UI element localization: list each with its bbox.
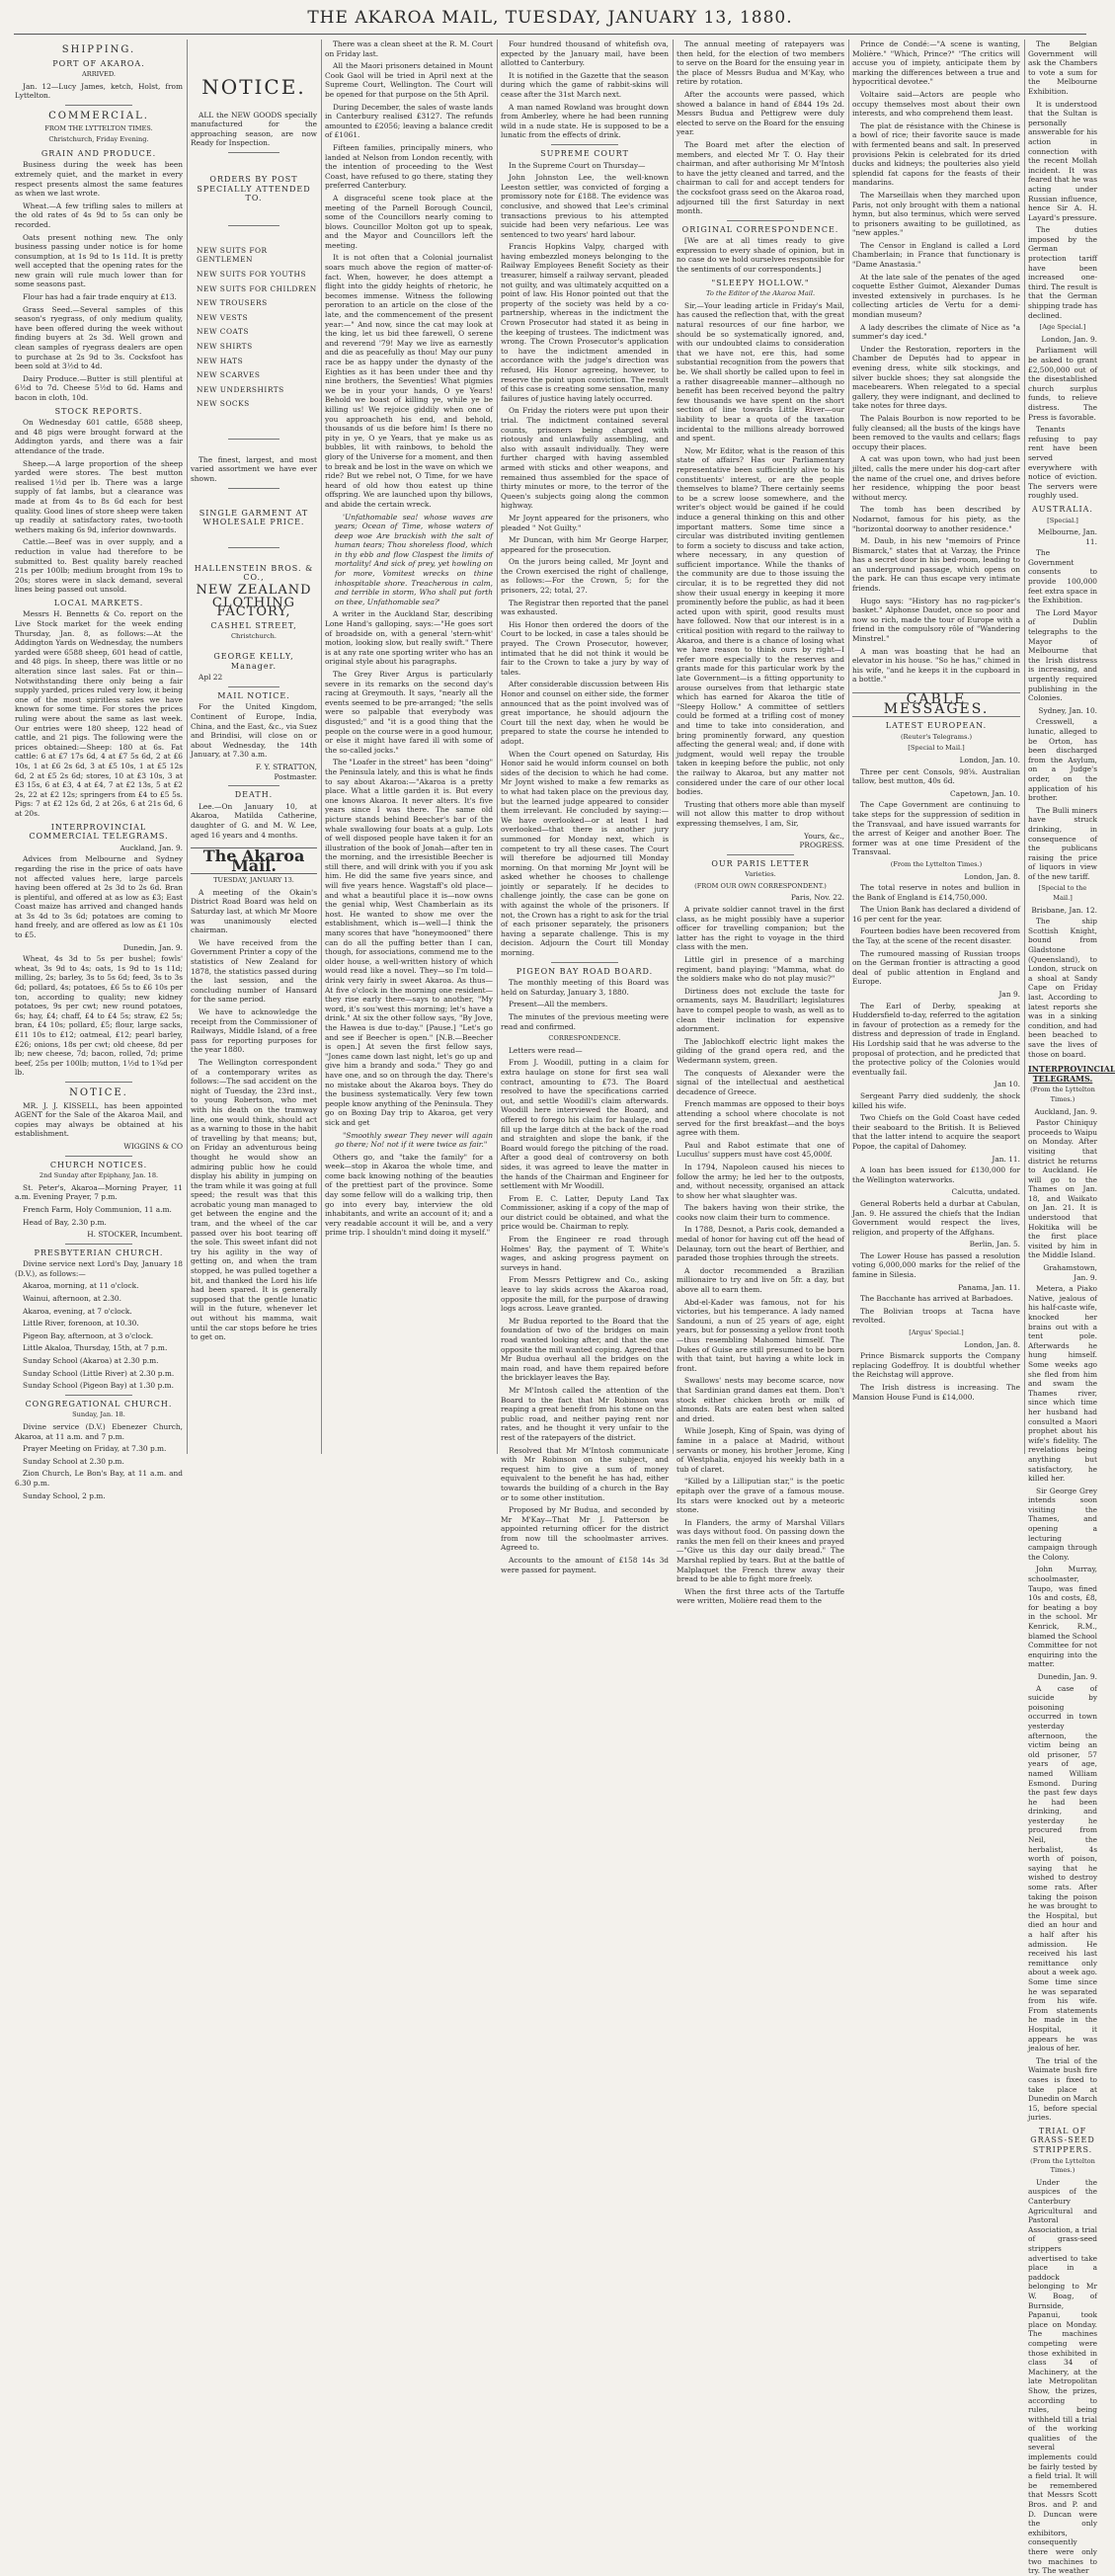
paragraph: Jan. 12—Lucy James, ketch, Holst, from Lyttelton.: [15, 81, 183, 101]
paragraph: The Cape Government are continuing to take steps for the suppression of sedition in the Transvaal, and have issued warrants for the arrest of Keiger and another Boer. The former was at one time President of the Transvaal.: [852, 800, 1020, 857]
paragraph: A lady describes the climate of Nice as "a summer's day iced.": [852, 322, 1020, 342]
paragraph: A man was boasting that he had an elevator in his house. "So he has," chimed in his wife, "and he keeps it in the cupboard in a bottle.": [852, 646, 1020, 684]
paragraph: All the Maori prisoners detained in Mount Cook Gaol will be tried in April next at the Supreme Court, Wellington. The Court will be opened for that purpose on the 5th April.: [325, 61, 493, 99]
paragraph: For the United Kingdom, Continent of Europe, India, China, and the East, &c., via Suez and Brindisi, will close on or about Wednesday, the 14th January, at 7.30 a.m.: [191, 702, 317, 760]
paragraph: Sunday School (Little River) at 2.30 p.m.: [23, 1368, 175, 1378]
list-item: NEW SHIRTS: [197, 341, 253, 351]
paragraph: A writer in the Auckland Star, describing Lone Hand's galloping, says:—"He goes sort of broadside on, with a general 'stern-whit' motion, looking slow, but really swift." There is at any rate one sporting writer who has an original style about his paragraphs.: [325, 609, 493, 667]
paragraph: Three per cent Consols, 98⅝. Australian tallow, best mutton, 40s 6d.: [852, 766, 1020, 786]
section-heading: SHIPPING.: [61, 44, 136, 55]
signature: F. Y. STRATTON,: [255, 762, 317, 771]
column-3: [322, 40, 496, 1454]
subheading: PIGEON BAY ROAD BOARD.: [516, 966, 654, 976]
paragraph: Pigeon Bay, afternoon, at 3 o'clock.: [23, 1330, 154, 1340]
goods-list: [191, 246, 317, 409]
paragraph: Sir George Grey intends soon visiting the Thames, and opening a lecturing campaign through the Colony.: [1028, 1486, 1097, 1562]
paragraph: Under the auspices of the Canterbury Agricultural and Pastoral Association, a trial of grass-seed strippers advertised to take place in a paddock belonging to Mr W. Boag, of Burnside, Papanui, took place on Monday. The machines competing were those exhibited in class 34 of Machinery, at the late Metropolitan Show, the prizes, according to rules, being withheld till a trial of the working qualities of the several implements could be fairly tested by a field trial. It will be remembered that Messrs Scott Bros. and P. and D. Duncan were the only exhibitors, consequently there were only two machines to try. The weather: [1028, 2177, 1097, 2576]
paragraph: Prince de Condé:—"A scene is wanting, Molière." "Which, Prince?" "The critics will accuse you of impiety, anticipate them by marking the differences between a true and hypocritical devotee.": [852, 40, 1020, 87]
paragraph: The Grey River Argus is particularly severe in its remarks on the second day's racing at Greymouth. It says, "nearly all the events seemed to be pre-arranged; "the sells were so palpable that everybody was disgusted;" and "it is a good thing that the people on the course were in a good humour, or else it might have fared ill with some of the so-called jocks.": [325, 670, 493, 755]
paragraph: The Bolivian troops at Tacna have revolted.: [852, 1306, 1020, 1326]
paragraph: Dairy Produce.—Butter is still plentiful at 6½d to 7d. Cheese 5½d to 6d. Hams and bacon in cloth, 10d.: [15, 373, 183, 402]
paragraph: Under the Restoration, reporters in the Chamber de Deputés had to appear in evening dress, white silk stockings, and silver buckle shoes; they sat alongside the macebearers. When relegated to a special gallery, they were indignant, and declined to take notes for three days.: [852, 344, 1020, 411]
section-heading: INTERPROVINCIAL TELEGRAMS.: [1028, 1064, 1115, 1084]
divider: [228, 785, 279, 786]
paragraph: It is understood that the Sultan is personally answerable for his action in connection with the recent Mollah incident. It was feared that he was acting under Russian influence, hence Sir A. H. Layard's pressure.: [1028, 99, 1097, 222]
subheading: FROM THE LYTTELTON TIMES.: [44, 123, 153, 132]
divider: [228, 225, 279, 226]
paragraph: Resolved that Mr M'Intosh communicate with Mr Robinson on the subject, and request him to give a sum of money equivalent to the benefit he has had, either towards the building of a church in the Bay or to some other institution.: [501, 1445, 669, 1502]
subheading: To the Editor of the Akaroa Mail.: [705, 289, 816, 298]
dateline: Dunedin, Jan. 9.: [122, 942, 183, 952]
subheading: CORRESPONDENCE.: [548, 1034, 621, 1043]
paper-title: The Akaroa Mail.: [191, 847, 317, 874]
paragraph: The tomb has been described by Nodarnot, famous for his piety, as the "horizontal doorway to another residence.": [852, 505, 1020, 533]
paragraph: The minutes of the previous meeting were read and confirmed.: [501, 1012, 669, 1031]
paragraph: Little River, forenoon, at 10.30.: [23, 1319, 139, 1328]
subheading: PORT OF AKAROA.: [52, 58, 145, 68]
paragraph: A meeting of the Okain's District Road Board was held on Saturday last, at which Mr Moore was unanimously elected chairman.: [191, 887, 317, 935]
paragraph: The Earl of Derby, speaking at Huddersfield to-day, referred to the agitation in favour of protection as a remedy for the distress and depression of trade in England. His Lordship said that he was adverse to the proposal of protection, and he predicted that the protective policy of the Colonies would eventually fail.: [852, 1001, 1020, 1077]
paragraph: Cresswell, a lunatic, alleged to be Orton, has been discharged from the Asylum, on a Judge's order, on the application of his brother.: [1028, 717, 1097, 803]
paragraph: A disgraceful scene took place at the meeting of the Parnell Borough Council, some of the Councillors nearly coming to blows. Councillor Molton got up to speak, and the Mayor and Councillors left the meeting.: [325, 193, 493, 250]
paragraph: Wheat.—A few trifling sales to millers at the old rates of 4s 9d to 5s can only be recorded.: [15, 201, 183, 229]
divider: [727, 854, 794, 855]
paragraph: Little girl in presence of a marching regiment, band playing: "Mamma, what do the soldiers make who do not play music?": [677, 955, 844, 984]
dateline: Melbourne, Jan. 11.: [1037, 527, 1097, 546]
paragraph: The Irish distress is increasing. The Mansion House Fund is £14,000.: [852, 1383, 1020, 1402]
paragraph: Lee.—On January 10, at Akaroa, Matilda Catherine, daughter of G. and M. W. Lee, aged 16 years and 4 months.: [191, 801, 317, 840]
dateline: Auckland, Jan. 9.: [1034, 1106, 1097, 1116]
divider: [228, 439, 279, 440]
masthead: THE AKAROA MAIL, TUESDAY, JANUARY 13, 1880.: [307, 8, 793, 28]
column-2: [188, 40, 320, 1454]
divider: [228, 152, 279, 153]
paragraph: Four hundred thousand of whitefish ova, expected by the January mail, have been allotted to Canterbury.: [501, 40, 669, 68]
firm-title: NEW ZEALAND: [196, 583, 312, 599]
verse: "Smoothly swear They never will again go there; No! not if it were twice as fair.": [335, 1130, 493, 1150]
paragraph: The ship Scottish Knight, bound from Gladstone (Queensland), to London, struck on a shoal at Sandy Cape on Friday last. According to latest reports she was in a sinking condition, and had been beached to save the lives of those on board.: [1028, 917, 1097, 1059]
dateline: Paris, Nov. 22.: [790, 893, 844, 903]
paragraph: Flour has had a fair trade enquiry at £13.: [23, 292, 177, 302]
paragraph: Abd-el-Kader was famous, not for his victories, but his temperance. A lady named Sandouni, a nun of 25 years of age, eight years, but for possessing a yellow front tooth—thus resembling Mahomed himself. The Dukes of Guise are still presumed to be born with that taint, but having a white lock in front.: [677, 1297, 844, 1373]
paragraph: The Wellington correspondent of a contemporary writes as follows:—The sad accident on the night of Tuesday, the 23rd inst., to young Robertson, who met with his death on the tramway line, one would think, should act as a warning to those in the habit of travelling by that means; but, on Friday an adventurous being thought he would show an admiring public how he could display his ability in jumping on the tram while it was going at full speed; the result was that this acrobatic young man managed to get between the engine and the tram, and the wheel of the car passed over his boot tearing off the sole. This sweet infant did not try his agility in the way of getting on, and when the tram stopped, he was pulled together a bit, and thanked the Lord his life had been spared. It is generally supposed that the gentle lunatic will in the future, whenever let out without his mamma, wait until the car stops before he tries to get on.: [191, 1057, 317, 1342]
paragraph: A doctor recommended a Brazilian millionaire to try and live on 5fr. a day, but above all to earn them.: [677, 1265, 844, 1295]
paragraph: Sunday School at 2.30 p.m.: [23, 1456, 124, 1466]
subheading: SUPREME COURT: [540, 148, 629, 158]
paragraph: Sir,—Your leading article in Friday's Mail, has caused the reflection that, with the great natural resources of our fine harbor, we should be so systematically ignored, and, with our undoubted claims to consideration that we have not, ere this, had some substantial recognition from the powers that be. We shall shortly be called upon to feel in a rather disagreeable manner—although no benefit has been received beyond the paltry few thousands we have spent on the short section of line towards Little River—our liability to bear a quota of the taxation incidental to the millions already borrowed and spent.: [677, 300, 844, 443]
subheading: [Age Special.]: [1039, 323, 1086, 332]
paragraph: Swallows' nests may become scarce, now that Sardinian grand dames eat them. Don't stock either chicken broth or milk of almonds. Rats are eaten best when salted and dried.: [677, 1376, 844, 1423]
dateline: Auckland, Jan. 9.: [119, 843, 183, 852]
list-item: NEW TROUSERS: [197, 298, 268, 308]
paragraph: Francis Hopkins Valpy, charged with having embezzled moneys belonging to the Railway Employees Benefit Society as their treasurer, himself a railway servant, pleaded not guilty, and was ultimately acquitted on a point of law. His Honor pointed out that the property of the society was held by a co-partnership, whereas in the indictment the Crown Prosecutor had stated it as being in the keeping of trustees. The indictment was wrong. The Crown Prosecutor's application to have the indictment amended in accordance with the judge's direction was refused, His Honor agreeing, however, to reserve the point upon conviction. The result of this case is creating some sensation, many failures of justice having lately occurred.: [501, 242, 669, 403]
verse: 'Unfathomable sea! whose waves are years; Ocean of Time, whose waters of deep woe Are brackish with the salt of human tears; Thou shoreless flood, which in thy ebb and flow Claspest the limits of mortality! And sick of prey, yet howling on for more, Vomitest wrecks on thine inhospitable shore. Treacherous in calm, and terrible in storm, Who shall put forth on thee, Unfathomable sea?': [335, 512, 493, 606]
subheading: GRAIN AND PRODUCE.: [40, 148, 157, 158]
paragraph: A private soldier cannot travel in the first class, as he might possibly have a superior officer for travelling companion; but the latter has the right to voyage in the third class with the men.: [677, 905, 844, 952]
paragraph: It is notified in the Gazette that the season during which the game of rabbit-skins will cease after the 31st March next.: [501, 70, 669, 99]
paragraph: At the late sale of the penates of the aged coquette Esther Guimot, Alexander Dumas invested extensively in purchases. Is he collecting articles de Vertu for a demi-mondian museum?: [852, 272, 1020, 320]
paragraph: Voltaire said—Actors are people who occupy themselves most about their own interests, and who comprehend them least.: [852, 89, 1020, 119]
paragraph: Parliament will be asked to grant £2,500,000 out of the disestablished church surplus funds, to relieve distress. The Press is favorable.: [1028, 346, 1097, 422]
date-code: Apl 22: [199, 673, 223, 683]
paragraph: When the Court opened on Saturday, His Honor said he would inform counsel on both sides of the decision to which he had come. Mr Joynt wished to make a few remarks as to what had taken place on the previous day, but the learned judge appeared to consider them irrelevant. He concluded by saying:—We have overlooked—or at least I had overlooked—that there is another jury summoned for Monday next, which is competent to try all these cases. The Court will therefore be adjourned till Monday morning. On that morning Mr Joynt will be asked whether he chooses to challenge jointly or separately. If he decides to challenge jointly, the case can be gone on with against the whole of the prisoners. If not, the Crown has a right to ask for the trial of each prisoner separately, the prisoners having a separate challenge. This is my decision. Adjourn the Court till Monday morning.: [501, 749, 669, 958]
paragraph: The Belgian Government will ask the Chambers to vote a sum for the Melbourne Exhibition.: [1028, 40, 1097, 96]
divider: [65, 1395, 132, 1396]
paragraph: Prince Bismarck supports the Company replacing Godeffroy. It is doubtful whether the Reichstag will approve.: [852, 1351, 1020, 1380]
subheading: DEATH.: [234, 790, 274, 800]
paragraph: [We are at all times ready to give expression to every shade of opinion, but in no case do we hold ourselves responsible for the sentiments of our correspondents.]: [677, 236, 844, 275]
signature: GEORGE KELLY, Manager.: [213, 652, 294, 671]
paragraph: The total reserve in notes and bullion in the Bank of England is £14,750,000.: [852, 883, 1020, 902]
paragraph: Now, Mr Editor, what is the reason of this state of affairs? Has our Parliamentary representative been sufficiently alive to his constituents' interest, or are the people themselves to blame? There certainly seems to be a screw loose somewhere, and the writer's object would be gained if he could induce a general thinking on this and other important matters. Some time since a circular was distributed inviting gentlemen to form a society to discuss and take action, where necessary, in any question of sufficient importance. While the thanks of the community are due to those issuing the circular, it is to be regretted they did not show their usual energy in keeping it more prominently before the public, as had it been acted upon with spirit, good results must have followed. Now that our interest is in a critical position with regard to the railway to Akaroa, and there is a chance of losing what we have reason to think ours by right—I refer more especially to the reserves and grants made for this particular work by the late Government—is a fitting opportunity to arouse ourselves from that lethargic state which has earned for Akaroa the title of "Sleepy Hollow." A committee of settlers could be formed at a trifling cost of money and time to take into consideration, and bring prominently forward, any question affecting the general weal; and, if done with judgment, would well repay the trouble taken in keeping before the public, not only the railway to Akaroa, but any matter not considered under the care of our other local bodies.: [677, 445, 844, 797]
paragraph: In the Supreme Court on Thursday—: [509, 160, 646, 170]
dateline: Dunedin, Jan. 9.: [1037, 1671, 1097, 1681]
divider: [551, 144, 618, 145]
paragraph: Wheat, 4s 3d to 5s per bushel; fowls' wheat, 3s 9d to 4s; oats, 1s 9d to 1s 11d; milling, 2s; barley, 3s to 5s 6d; feed, 3s to 3s 6d; pollard, 4s; potatoes, £6 5s to £6 10s per ton, according to quality; new kidney potatoes, 9s per cwt; new round potatoes, 6s; hay, £4; chaff, £4 to £4 5s; straw, £2 5s; bran, £4 10s; pollard, £5; flour, large sacks, £11 10s to £12; oatmeal, £12; pearl barley, £26; onions, 18s per cwt; old cheese, 8d per lb; new cheese, 7d; bacon, rolled, 7d; prime beef, 25s per 100lb; mutton, 1½d to 1¾d per lb.: [15, 954, 183, 1078]
paragraph: Oats present nothing new. The only business passing under notice is for home consumption, at 1s 9d to 1s 11d. It is pretty well accepted that the opening rates for the new grain will rule much lower than for some seasons past.: [15, 232, 183, 289]
subheading: CONGREGATIONAL CHURCH.: [25, 1399, 173, 1409]
divider: [65, 1244, 132, 1245]
section-heading: NOTICE.: [69, 1087, 128, 1098]
section-heading: AUSTRALIA.: [1032, 504, 1093, 514]
paragraph: The Jablochkoff electric light makes the gilding of the grand opera red, and the Wedermann system, green.: [677, 1036, 844, 1065]
paragraph: Others go, and "take the family" for a week—stop in Akaroa the whole time, and come back knowing nothing of the beauties of the prettiest part of the province. Some day some fellow will do a walking trip, then go into every bay, interview the old inhabitants, and write an account of it; and a very readable account it will be, and a very prime trip. I shouldn't mind doing it myself.": [325, 1152, 493, 1238]
paragraph: In 1788, Desnot, a Paris cook, demanded a medal of honor for having cut off the head of Delaunay, torn out the heart of Berthier, and paraded those trophies through the streets.: [677, 1225, 844, 1263]
paragraph: The Bacchante has arrived at Barbadoes.: [860, 1294, 1013, 1304]
paragraph: In 1794, Napoleon caused his nieces to follow the army; he led her to the outposts, and, without necessity, organised an attack to show her what slaughter was.: [677, 1162, 844, 1200]
subheading: (From the Lyttelton Times.): [1030, 1086, 1095, 1103]
paragraph: While Joseph, King of Spain, was dying of famine in a palace at Madrid, without servants or money, his brother Jerome, King of Westphalia, enjoyed his weekly bath in a tub of claret.: [677, 1426, 844, 1474]
paragraph: The Union Bank has declared a dividend of 16 per cent for the year.: [852, 905, 1020, 924]
paragraph: During December, the sales of waste lands in Canterbury realised £3127. The refunds amounted to £2056; leaving a balance credit of £1061.: [325, 102, 493, 140]
paragraph: ALL the NEW GOODS specially manufactured for the approaching season, are now Ready for Inspection.: [191, 110, 317, 148]
subheading: SINGLE GARMENT AT WHOLESALE PRICE.: [199, 508, 309, 527]
divider: [228, 488, 279, 489]
list-item: NEW SOCKS: [197, 399, 250, 409]
list-item: NEW SUITS FOR GENTLEMEN: [197, 245, 268, 265]
divider: [65, 1082, 132, 1083]
paragraph: The monthly meeting of this Board was held on Saturday, January 3, 1880.: [501, 978, 669, 997]
paragraph: Hugo says: "History has no rag-picker's basket." Alphonse Daudet, once so poor and now so rich, made the tour of Europe with a friend in the compulsory rôle of "Wandering Minstrel.": [852, 596, 1020, 644]
subheading: CHURCH NOTICES.: [49, 1160, 148, 1169]
paragraph: St. Peter's, Akaroa—Morning Prayer, 11 a.m. Evening Prayer, 7 p.m.: [15, 1182, 183, 1202]
subheading: STOCK REPORTS.: [54, 406, 143, 416]
paragraph: The finest, largest, and most varied assortment we have ever shown.: [191, 454, 317, 484]
paragraph: The annual meeting of ratepayers was then held, for the election of two members to serve on the Board for the ensuing year in the place of Messrs Budua and M'Kay, who retire by rotation.: [677, 40, 844, 87]
paragraph: A case of suicide by poisoning occurred in town yesterday afternoon, the victim being an old prisoner, 57 years of age, named William Esmond. During the past few days he had been drinking, and yesterday he procured from Neil, the herbalist, 4s worth of poison, saying that he wished to destroy some rats. After taking the poison he was brought to the Hospital, but died an hour and a half after his admission. He received his last remittance only about a week ago. Some time since he was separated from his wife. From statements he made in the Hospital, it appears he was jealous of her.: [1028, 1683, 1097, 2053]
list-item: NEW SUITS FOR YOUTHS: [197, 269, 307, 279]
paragraph: The Marseillais when they marched upon Paris, not only brought with them a national hymn, but also terminus, which were served to prisoners awaiting to be guillotined, as "new apples.": [852, 190, 1020, 238]
dateline: Capetown, Jan. 10.: [950, 788, 1020, 798]
list-item: NEW VESTS: [197, 312, 249, 322]
dateline: Jan 10.: [994, 1080, 1020, 1089]
paragraph: French mammas are opposed to their boys attending a school where chocolate is not served for the first breakfast—and the boys agree with them.: [677, 1099, 844, 1138]
subheading: (From the Lyttelton Times.): [890, 859, 983, 868]
subheading: [Special.]: [1047, 516, 1078, 524]
paragraph: The duties imposed by the German protection tariff have been increased one-third. The result is that the German shipping trade has declined.: [1028, 225, 1097, 320]
paragraph: General Roberts held a durbar at Cabulan, Jan. 9. He assured the chiefs that the Indian Government would respect the lives, religion, and property of the Affghans.: [852, 1198, 1020, 1237]
notice-heading: NOTICE.: [201, 75, 306, 99]
paragraph: On Friday the rioters were put upon their trial. The indictment contained several counts, prisoners being charged with riotously and unlawfully assembling, and also with assault individually. They were further charged with having assembled armed with sticks and other weapons, and remained thus assembled for the space of thirty minutes or more, to the terror of the Queen's subjects going along the common highway.: [501, 406, 669, 511]
paragraph: The conquests of Alexander were the signal of the intellectual and aesthetical decadence of Greece.: [677, 1068, 844, 1096]
paragraph: Wainui, afternoon, at 2.30.: [23, 1294, 121, 1304]
paragraph: A cat was upon town, who had just been jilted, calls the mere under his dog-cart after the name of the cruel one, and drives before her residence, whipping the poor beast without mercy.: [852, 454, 1020, 502]
paragraph: Mr Budua reported to the Board that the foundation of two of the bridges on main road wanted looking after, and that the one opposite the mill wanted coping. Agreed that Mr Budua overhaul all the bridges on the main road, and have them repaired before the bricklayer leaves the Bay.: [501, 1316, 669, 1383]
paragraph: Proposed by Mr Budua, and seconded by Mr M'Kay—That Mr J. Patterson be appointed returning officer for the district from now till the schoolmaster arrives. Agreed to.: [501, 1505, 669, 1553]
paragraph: His Honor then ordered the doors of the Court to be locked, in case a tales should be prayed. The Crown Prosecutor, however, intimated that he did not think it would be fair to the Crown to take a jury by way of tales.: [501, 619, 669, 677]
dateline: Calcutta, undated.: [951, 1187, 1020, 1197]
paragraph: M. Daub, in his new "memoirs of Prince Bismarck," states that at Varzay, the Prince has a secret door in his bed-room, leading to an underground passage, which opens on the park. He can thus escape very intimate friends.: [852, 536, 1020, 594]
paragraph: After the accounts were passed, which showed a balance in hand of £844 19s 2d. Messrs Budua and Pettigrew were duly elected to serve on the Board for the ensuing year.: [677, 89, 845, 137]
paragraph: The Palais Bourbon is now reported to be fully cleansed; all the busts of the kings have been removed to the vaults and cellars; flags occupy their places.: [852, 413, 1020, 451]
divider: [65, 1156, 132, 1157]
divider: [65, 105, 132, 106]
paragraph: Trusting that others more able than myself will not allow this matter to drop without expressing themselves, I am, Sir,: [677, 799, 844, 828]
paragraph: Sunday School (Pigeon Bay) at 1.30 p.m.: [23, 1381, 174, 1391]
divider: [727, 220, 794, 221]
paragraph: Sheep.—A large proportion of the sheep yarded were stores. The best mutton realised 1½d per lb. There was a large supply of fat lambs, but a clearance was made at from 4s to 8s 6d each for best quality. Good lines of store sheep were taken up readily at satisfactory rates, two-tooth wethers making 6s 9d, inferior downwards.: [15, 458, 183, 534]
subheading: [Special to Mail.]: [908, 744, 965, 753]
paragraph: Divine service (D.V.) Ebenezer Church, Akaroa, at 11 a.m. and 7 p.m.: [15, 1422, 183, 1441]
paragraph: Prayer Meeting on Friday, at 7.30 p.m.: [23, 1444, 167, 1454]
paragraph: Sunday School, 2 p.m.: [23, 1490, 106, 1500]
subheading: LOCAL MARKETS.: [53, 598, 144, 607]
paragraph: Little Akaloa, Thursday, 15th, at 7 p.m.: [23, 1343, 168, 1353]
paragraph: Messrs H. Bennetts & Co. report on the Live Stock market for the week ending Thursday, Jan. 8, as follows:—At the Addington Yards on Wednesday, the numbers yarded were 6588 sheep, 601 head of cattle, and 48 pigs. In sheep, there was little or no alteration since last sales. Fat or thin—Notwithstanding there only being a fair supply yarded, prices ruled very low, it being one of the most spiritless sales we have known for some time. For stores the prices ruling were about the same as last week. Our entries were 180 sheep, 122 head of cattle, and 21 pigs. The following were the prices obtained:—Sheep: 180 at 6s. Fat cattle: 6 at £7 17s 6d, 4 at £7 5s 6d, 2 at £6 10s, 1 at £6 2s 6d, 3 at £5 10s, 1 at £5 12s 6d, 2 at £5 2s 6d; stores, 10 at £3 10s, 3 at £3 15s, 6 at £3, 4 at £4, 7 at £2 13s, 5 at £2 2s, 22 at £2 12s; springers from £4 to £5 5s. Pigs: 7 at £2 12s 6d, 2 at 26s, 6 at 21s 6d, 6 at 20s.: [15, 609, 183, 818]
subheading: PRESBYTERIAN CHURCH.: [34, 1248, 164, 1257]
paragraph: There was a clean sheet at the R. M. Court on Friday last.: [325, 40, 493, 58]
dateline: Berlin, Jan. 5.: [969, 1240, 1020, 1249]
dateline: London, Jan. 9.: [1041, 334, 1097, 344]
paragraph: Accounts to the amount of £158 14s 3d were passed for payment.: [501, 1556, 669, 1574]
signature: Postmaster.: [274, 771, 317, 781]
dateline: London, Jan. 10.: [959, 755, 1020, 765]
paragraph: The Lord Mayor of Dublin telegraphs to the Mayor of Melbourne that the Irish distress is increasing, and urgently required publishing in the Colonies.: [1028, 607, 1097, 703]
paragraph: Present—All the members.: [509, 1000, 608, 1009]
paragraph: The Censor in England is called a Lord Chamberlain; in France that functionary is "Dame Anastasia.": [852, 240, 1020, 270]
paragraph: MR. J. J. KISSELL, has been appointed AGENT for the Sale of the Akaroa Mail, and copies may always be obtained at his establishment.: [15, 1100, 183, 1139]
paragraph: Sunday School (Akaroa) at 2.30 p.m.: [23, 1356, 159, 1366]
paragraph: Cattle.—Beef was in over supply, and a reduction in value had therefore to be submitted to. Best quality barely reached 21s per 100lb; medium brought from 19s to 20s; stores were in slack demand, several lines being passed out unsold.: [15, 537, 183, 595]
paragraph: We have to acknowledge the receipt from the Commissioner of Railways, Middle Island, of a free pass for reporting purposes for the year 1880.: [191, 1007, 317, 1055]
paragraph: "Killed by a Lilliputian star," is the poetic epitaph over the grave of a famous mouse. Its stars were knocked out by a meteoric stone.: [677, 1477, 844, 1515]
paragraph: The Lower House has passed a resolution voting 6,000,000 marks for the relief of the famine in Silesia.: [852, 1250, 1020, 1280]
firm-title: CLOTHING FACTORY,: [211, 595, 296, 620]
paragraph: When the first three acts of the Tartuffe were written, Molière read them to the: [677, 1586, 844, 1606]
dateline: Jan. 11.: [992, 1154, 1020, 1164]
subheading: [Special to the Mail.]: [1038, 884, 1087, 903]
paragraph: Grass Seed.—Several samples of this season's ryegrass, of only medium quality, have been offered during the week without finding buyers at 2s 3d. Well grown and clean samples of ryegrass dealers are open to purchase at 2s 9d to 3s. Cocksfoot has been sold at 3½d to 4d.: [15, 304, 183, 371]
paragraph: From J. Woodill, putting in a claim for extra haulage on stone for first sea wall contract, amounting to £73. The Board resolved to have the specifications carried out, and settle Woodill's claim afterwards. Woodill here interviewed the Board, and offered to forego his claim for haulage, and fill up the large ditch at the back of the road and straighten and slope the bank, if the Board would forego the pitching of the road. After a good deal of controversy on both sides, it was agreed to leave the matter in the hands of the Chairman and Engineer for settlement with Mr Woodill.: [501, 1058, 669, 1191]
section-heading: CABLE MESSAGES.: [852, 692, 1020, 717]
dateline: Christchurch, Friday Evening.: [48, 135, 149, 144]
list-item: NEW COATS: [197, 327, 249, 337]
paragraph: A man named Rowland was brought down from Amberley, where he had been running wild in a nude state. He is supposed to be a lunatic from the effects of drink.: [501, 102, 669, 140]
signature: PROGRESS.: [799, 841, 844, 850]
column-7: [1025, 40, 1115, 2576]
paragraph: The "Loafer in the street" has been "doing" the Peninsula lately, and this is what he finds to say about Akaroa:—"Akaroa is a pretty place. What a little garden it is. But every one knows Akaroa. It never alters. It's five years since I was there. The same old picture stands behind Beecher's bar of the whale swallowing four boats at a gulp. Lots of well disposed people have taken it for an illustration of the book of Jonah—after ten in the morning, and the irresistible Beecher is still there, and will drink with you if you ask him. He did the same five years since, and will five years hence. Wagstaff's old place—and what a beautiful place it is—now owns the genial whip, West Chamberlain as its host. He wanted to show me over the establishment, which is—well—I think the many scores that have "honeymooned" there can do all the puffing better than I can, though, for associations, commend me to the older house, a well-written history of which would read like a novel. They—so I'm told—drink very fairly in sweet Akaroa. As thus—At five o'clock in the morning one resident—they rise early there—says to another, "My word, it's sou'west this morning; let's have a drink." At six the other follow says, "By Jove, the Hawea is due to-day." [Pause.] "Let's go and see if Beecher is open." [N.B.—Beecher is open.] At seven the first fellow says, "Jones came down last night, let's go up and give him a brandy and soda." They go and have one, and so on through the day. There's no mistake about the Akaroa boys. They do the business systematically. Very few town people know anything of the Peninsula. They go on Boxing Day trip to Akaroa, get very sick and get: [325, 758, 493, 1127]
paragraph: A loan has been issued for £130,000 for the Wellington waterworks.: [852, 1166, 1020, 1184]
paragraph: The Registrar then reported that the panel was exhausted.: [501, 598, 669, 617]
list-item: NEW HATS: [197, 356, 244, 365]
paragraph: Akaroa, morning, at 11 o'clock.: [23, 1281, 139, 1291]
paragraph: Metera, a Piako Native, jealous of his half-caste wife, knocked her brains out with a tent pole. Afterwards he hung himself. Some weeks ago she fled from him and swam the Thames river, since which time her husband had consulted a Maori prophet about his wife's fidelity. The revelations being anything but satisfactory, he killed her.: [1028, 1284, 1097, 1484]
paragraph: After considerable discussion between His Honor and counsel on either side, the former announced that as the point involved was of great importance, he should adjourn the Court till the next day, when he would be prepared to state the course he intended to adopt.: [501, 680, 669, 746]
paragraph: Akaroa, evening, at 7 o'clock.: [23, 1306, 132, 1316]
paragraph: On Wednesday 601 cattle, 6588 sheep, and 48 pigs were brought forward at the Addington yards, and there was a fair attendance of the trade.: [15, 418, 183, 455]
firm-name: HALLENSTEIN BROS. & CO.,: [194, 563, 314, 583]
column-1: [12, 40, 186, 1500]
paragraph: Fourteen bodies have been recovered from the Tay, at the scene of the recent disaster.: [852, 926, 1020, 946]
address: CASHEL STREET,: [210, 620, 297, 630]
subheading: INTERPROVINCIAL COMMERCIAL TELEGRAMS.: [29, 822, 169, 842]
list-item: NEW UNDERSHIRTS: [197, 384, 284, 394]
dateline: TUESDAY, JANUARY 13.: [213, 876, 294, 885]
column-4: [498, 40, 672, 1574]
signature: Yours, &c.,: [804, 831, 844, 841]
dateline: Sydney, Jan. 10.: [1038, 705, 1097, 715]
divider: [228, 686, 279, 687]
dateline: Panama, Jan. 11.: [958, 1282, 1020, 1292]
paragraph: The Bulli miners have struck drinking, in consequence of the publicans raising the price of liquors in view of the new tariff.: [1028, 805, 1097, 881]
dateline: London, Jan. 8.: [964, 1339, 1020, 1349]
paragraph: Fifteen families, principally miners, who landed at Nelson from London recently, with the intention of proceeding to the West Coast, have refused to go there, stating they preferred Canterbury.: [325, 142, 493, 191]
subheading: "SLEEPY HOLLOW.": [711, 278, 810, 287]
dateline: 2nd Sunday after Epiphany, Jan. 18.: [39, 1171, 159, 1180]
divider: [228, 547, 279, 548]
dateline: Sunday, Jan. 18.: [72, 1410, 125, 1419]
subheading: LATEST EUROPEAN.: [885, 721, 988, 731]
paragraph: Dirtiness does not exclude the taste for ornaments, says M. Baudrillart; legislatures have to compel people to wash, as well as to clean their inclination for expensive adornment.: [677, 986, 844, 1034]
paragraph: We have received from the Government Printer a copy of the statistics of New Zealand for 1878, the statistics passed during the last session, and the concluding number of Hansard for the same period.: [191, 937, 317, 1005]
dateline: Grahamstown, Jan. 9.: [1043, 1263, 1097, 1282]
paragraph: Paul and Rabot estimate that one of Lucullus' suppers must have cost 45,000f.: [677, 1140, 844, 1160]
subheading: MAIL NOTICE.: [217, 690, 290, 700]
paragraph: The Board met after the election of members, and elected Mr T. O. Hay their chairman, and after authorising Mr M'Intosh to have the jetty cleaned and tarred, and the chairman to call for and accept tenders for the cocksfoot grass seed on the Akaroa road, adjourned till the first Saturday in next month.: [677, 139, 844, 216]
paragraph: Letters were read—: [509, 1045, 583, 1055]
paragraph: In Flanders, the army of Marshal Villars was days without food. On passing down the ranks the men fell on their knees and prayed—"Give us this day our daily bread." The Marshal replied by tears. But at the battle of Malplaquet the French threw away their bread to be able to fight more freely.: [677, 1517, 844, 1584]
paragraph: French Farm, Holy Communion, 11 a.m.: [23, 1204, 172, 1214]
paragraph: Tenants refusing to pay rent have been served everywhere with notice of eviction. The servers were roughly used.: [1028, 425, 1097, 501]
paragraph: On the jurors being called, Mr Joynt and the Crown exercised the right of challenge, as follows:—For the Crown, 5; for the prisoners, 22; total, 27.: [501, 557, 669, 596]
paragraph: The plat de résistance with the Chinese is a bowl of rice; their favorite sauce is made with fermented beans and salt. In preserved provisions Pekin is celebrated for its dried ducks and kidneys; the poulteries also yield splendid fat capons for the feasts of their mandarins.: [852, 121, 1020, 188]
paragraph: From Messrs Pettigrew and Co., asking leave to lay skids across the Akaroa road, opposite the mill, for the purpose of drawing logs across. Leave granted.: [501, 1275, 669, 1314]
subheading: TRIAL OF GRASS-SEED STRIPPERS.: [1030, 2126, 1095, 2155]
subheading: OUR PARIS LETTER: [711, 858, 810, 868]
paragraph: From the Engineer re road through Holmes' Bay, the payment of T. White's wages, and asking progress payment on surveys in hand.: [501, 1235, 669, 1272]
divider: [551, 962, 618, 963]
paragraph: Two Chiefs on the Gold Coast have ceded their seaboard to the British. It is Believed that the latter intend to acquire the seaport Popoe, the capital of Dahomey.: [852, 1113, 1020, 1151]
paragraph: Head of Bay, 2.30 p.m.: [23, 1217, 107, 1227]
paragraph: The trial of the Waimate bush fire cases is fixed to take place at Dunedin on March 15, before special juries.: [1028, 2055, 1097, 2123]
paragraph: It is not often that a Colonial journalist soars much above the region of matter-of-fact. When, however, he does attempt a flight into the giddy heights of rhetoric, he becomes immense. Witness the following peroration to an article on the close of the late, and the commencement of the present year:—" And now, since the cat may look at the king, let us bid thee farewell, O serene and reverend '79! May we live as earnestly and die as peacefully as thou! May our puny race be as happy under the dynasty of the Eighties as it has been under thee and thy nine brothers, the Seventies! What pigmies we be in your your hands, O ye Years! Behold we boast of killing ye, while ye be killing us! We rejoice giddily when one of you approacheth his end, and behold, thousands of us die before him! Is there no pity in ye, O ye Years, that ye make us as bubbles, lit with rainbows, to behold the glory of the Universe for a moment, and then to break and be lost in the wave on which we ride? But we rebel not, O Time, for we have heard of old how thou eatest up thine offspring. We are launched upon thy billows, and abide the certain wreck.: [325, 253, 493, 509]
paragraph: Pastor Chiniquy proceeds to Waipu on Monday. After visiting that district he returns to Auckland. He will go to the Thames on Jan. 18, and Waikato on Jan. 21. It is understood that Hokitika will be the first place visited by him in the Middle Island.: [1028, 1118, 1097, 1260]
signature: WIGGINS & CO: [123, 1141, 183, 1151]
column-5: [674, 40, 847, 1606]
paragraph: Advices from Melbourne and Sydney regarding the rise in the price of oats have not affected values here, large parcels having been offered at 2s 3d to 2s 6d. Bran is plentiful, and offered at as low as £3; East Coast maize has arrived and changed hands at 3s 4d to 3s 6d; potatoes are coming to hand freely, and are offered as low as £1 10s to £5.: [15, 854, 183, 940]
paragraph: John Murray, schoolmaster, Taupo, was fined 10s and costs, £8, for beating a boy in the school. Mr Kenrick, R.M., blamed the School Committee for not enquiring into the matter.: [1028, 1565, 1097, 1669]
subheading: (Reuter's Telegrams.): [900, 732, 973, 741]
paragraph: Sergeant Parry died suddenly, the shock killed his wife.: [852, 1090, 1020, 1110]
masthead-rule: [14, 34, 1086, 35]
column-6: [849, 40, 1023, 1454]
subheading: (From the Lyttelton Times.): [1030, 2156, 1095, 2175]
subheading: ARRIVED.: [81, 70, 117, 79]
dateline: Brisbane, Jan. 12.: [1031, 905, 1097, 915]
dateline: London, Jan. 8.: [964, 871, 1020, 881]
section-heading: COMMERCIAL.: [48, 110, 149, 121]
paragraph: John Johnston Lee, the well-known Leeston settler, was convicted of forging a promissory note for £188. The evidence was conclusive, and showed that Lee's criminal transactions previous to his attempted suicide had been very nefarious. Lee was sentenced to two years' hard labour.: [501, 173, 669, 239]
list-item: NEW SCARVES: [197, 370, 261, 380]
paragraph: Mr Joynt appeared for the prisoners, who pleaded " Not Guilty.": [501, 513, 669, 532]
paragraph: The Government consents to provide 100,000 feet extra space in the Exhibition.: [1028, 548, 1097, 605]
signature: H. STOCKER, Incumbent.: [87, 1230, 183, 1240]
paragraph: Mr M'Intosh called the attention of the Board to the fact that Mr Robinson was reaping a great benefit from his stone on the public road, and neither paying rent nor rates, and he thought it very unfair to the rest of the ratepayers of the district.: [501, 1385, 669, 1442]
subheading: ORIGINAL CORRESPONDENCE.: [681, 224, 839, 234]
paragraph: Divine service next Lord's Day, January 18 (D.V.), as follows:—: [15, 1259, 183, 1278]
paragraph: Business during the week has been extremely quiet, and the market in every respect presents almost the same features as when we last wrote.: [15, 160, 183, 199]
paragraph: The rumoured massing of Russian troops on the German frontier is attracting a good deal of public attention in England and Europe.: [852, 948, 1020, 987]
subheading: Varieties.: [745, 870, 776, 879]
paragraph: Zion Church, Le Bon's Bay, at 11 a.m. and 6.30 p.m.: [15, 1469, 183, 1488]
paragraph: The bakers having won their strike, the cooks now claim their turn to commence.: [677, 1203, 844, 1222]
dateline: Jan 9.: [998, 990, 1020, 1000]
subheading: (FROM OUR OWN CORRESPONDENT.): [694, 881, 827, 890]
paragraph: Mr Duncan, with him Mr George Harper, appeared for the prosecution.: [501, 535, 669, 554]
subheading: ORDERS BY POST SPECIALLY ATTENDED TO.: [197, 174, 311, 203]
subheading: [Argus' Special.]: [909, 1328, 964, 1337]
paragraph: From E. C. Latter, Deputy Land Tax Commissioner, asking if a copy of the map of our district could be obtained, and what the price would be. Chairman to reply.: [501, 1193, 669, 1232]
list-item: NEW SUITS FOR CHILDREN: [197, 283, 317, 293]
address: Christchurch.: [231, 632, 277, 641]
